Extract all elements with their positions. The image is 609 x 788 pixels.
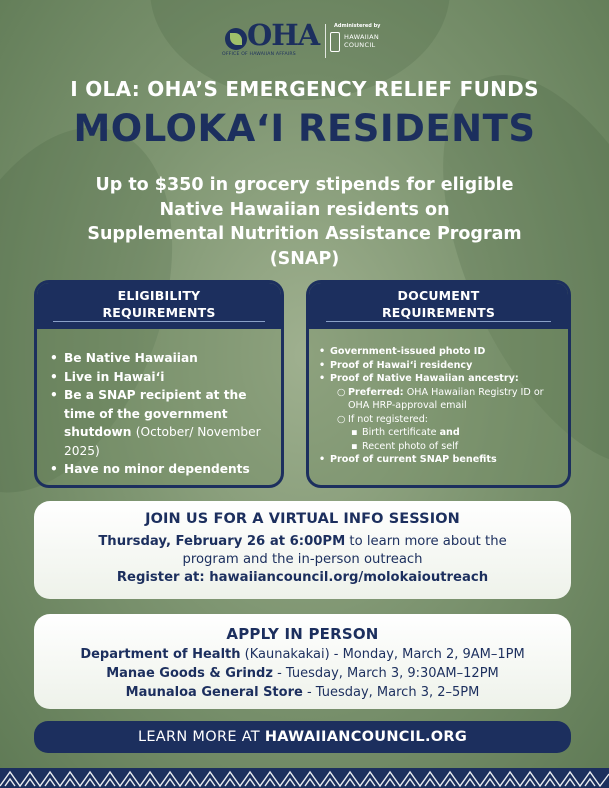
apply-heading: APPLY IN PERSON — [226, 625, 379, 643]
subtitle-line-1: Up to $350 in grocery stipends for eligible — [95, 175, 514, 195]
header — [0, 18, 609, 64]
documents-heading-rule — [326, 321, 552, 322]
document-subitem-not-registered: ○ If not registered: — [337, 413, 562, 427]
info-session-line-1 — [34, 533, 571, 551]
register-link[interactable]: Register at: hawaiiancouncil.org/molokaioutreach — [116, 570, 489, 585]
bottom-pattern — [0, 768, 609, 788]
preferred-text: OHA Hawaiian Registry ID or OHA HRP-approval email — [348, 386, 544, 411]
subtitle — [44, 173, 565, 271]
apply-location — [34, 683, 571, 702]
birth-certificate-text: Birth certificate — [362, 427, 437, 438]
location-detail: - Tuesday, March 3, 9:30AM–12PM — [277, 666, 499, 681]
eligibility-item — [50, 386, 273, 460]
learn-more-site[interactable]: HAWAIIANCOUNCIL.ORG — [264, 729, 468, 745]
subtitle-line-2: Native Hawaiian residents on — [159, 199, 450, 220]
documents-heading-line-2: REQUIREMENTS — [381, 305, 496, 320]
oha-logo: OHA — [247, 18, 320, 52]
page-title: MOLOKAʻI RESIDENTS — [73, 107, 536, 150]
info-session-desc-2: program and the in-person outreach — [182, 552, 423, 567]
eligibility-list — [37, 329, 281, 479]
location-name: Maunaloa General Store — [125, 685, 303, 700]
preferred-label: Preferred: — [348, 386, 404, 398]
document-subitem-recent-photo: ▪ Recent photo of self — [351, 440, 562, 454]
apply-locations — [34, 645, 571, 702]
document-item: • Proof of Native Hawaiian ancestry: — [319, 372, 562, 386]
documents-heading — [309, 283, 568, 329]
location-name: Manae Goods & Grindz — [106, 666, 273, 681]
eligibility-heading-line-2: REQUIREMENTS — [102, 305, 216, 320]
eligibility-heading — [37, 283, 281, 329]
documents-card — [306, 280, 571, 488]
oha-logo-subtitle: OFFICE OF HAWAIIAN AFFAIRS — [222, 52, 296, 57]
administered-by-label: Administered by — [334, 23, 381, 29]
document-item: • Proof of Hawaiʻi residency — [319, 359, 562, 373]
apply-in-person-panel — [34, 614, 571, 709]
learn-more-banner[interactable] — [34, 721, 571, 753]
eligibility-item: • Be Native Hawaiian — [50, 349, 273, 368]
subtitle-line-3: Supplemental Nutrition Assistance Program — [87, 224, 522, 244]
document-item: • Government-issued photo ID — [319, 345, 562, 359]
document-subitem-birth-certificate — [351, 426, 562, 440]
hawaiian-council-icon — [330, 32, 340, 52]
info-session-date: Thursday, February 26 at 6:00PM — [98, 534, 346, 549]
info-session-panel — [34, 501, 571, 599]
info-session-heading: JOIN US FOR A VIRTUAL INFO SESSION — [145, 511, 460, 527]
info-session-desc-1: to learn more about the — [349, 534, 507, 549]
learn-more-prefix: LEARN MORE AT — [137, 729, 260, 745]
header-divider — [325, 24, 326, 58]
documents-heading-line-1: DOCUMENT — [397, 288, 480, 303]
subtitle-line-4: (SNAP) — [269, 248, 340, 269]
eligibility-card — [34, 280, 284, 488]
eligibility-heading-rule — [53, 321, 265, 322]
hc-line-1: HAWAIIAN — [344, 33, 380, 41]
apply-location — [34, 664, 571, 683]
documents-list — [309, 329, 568, 467]
oha-leaf-icon — [225, 28, 247, 50]
eligibility-item-text: Be a SNAP recipient at the time of the government shutdown — [64, 388, 247, 439]
document-subitem-preferred — [337, 386, 562, 413]
hawaiian-council-logo — [344, 33, 379, 49]
eligibility-heading-line-1: ELIGIBILITY — [117, 288, 201, 303]
shutdown-dates: (October/ November 2025) — [64, 425, 261, 458]
hc-line-2: COUNCIL — [344, 41, 376, 49]
apply-location — [34, 645, 571, 664]
eligibility-item: • Live in Hawaiʻi — [50, 368, 273, 387]
location-detail: (Kaunakakai) - Monday, March 2, 9AM–1PM — [244, 647, 525, 662]
and-label: and — [439, 427, 460, 438]
location-detail: - Tuesday, March 3, 2–5PM — [306, 685, 480, 700]
eligibility-item: • Have no minor dependents — [50, 460, 273, 479]
info-session-body — [34, 533, 571, 587]
location-name: Department of Health — [80, 647, 241, 662]
kicker-heading: I OLA: OHA’S EMERGENCY RELIEF FUNDS — [70, 77, 539, 101]
document-item: • Proof of current SNAP benefits — [319, 453, 562, 467]
